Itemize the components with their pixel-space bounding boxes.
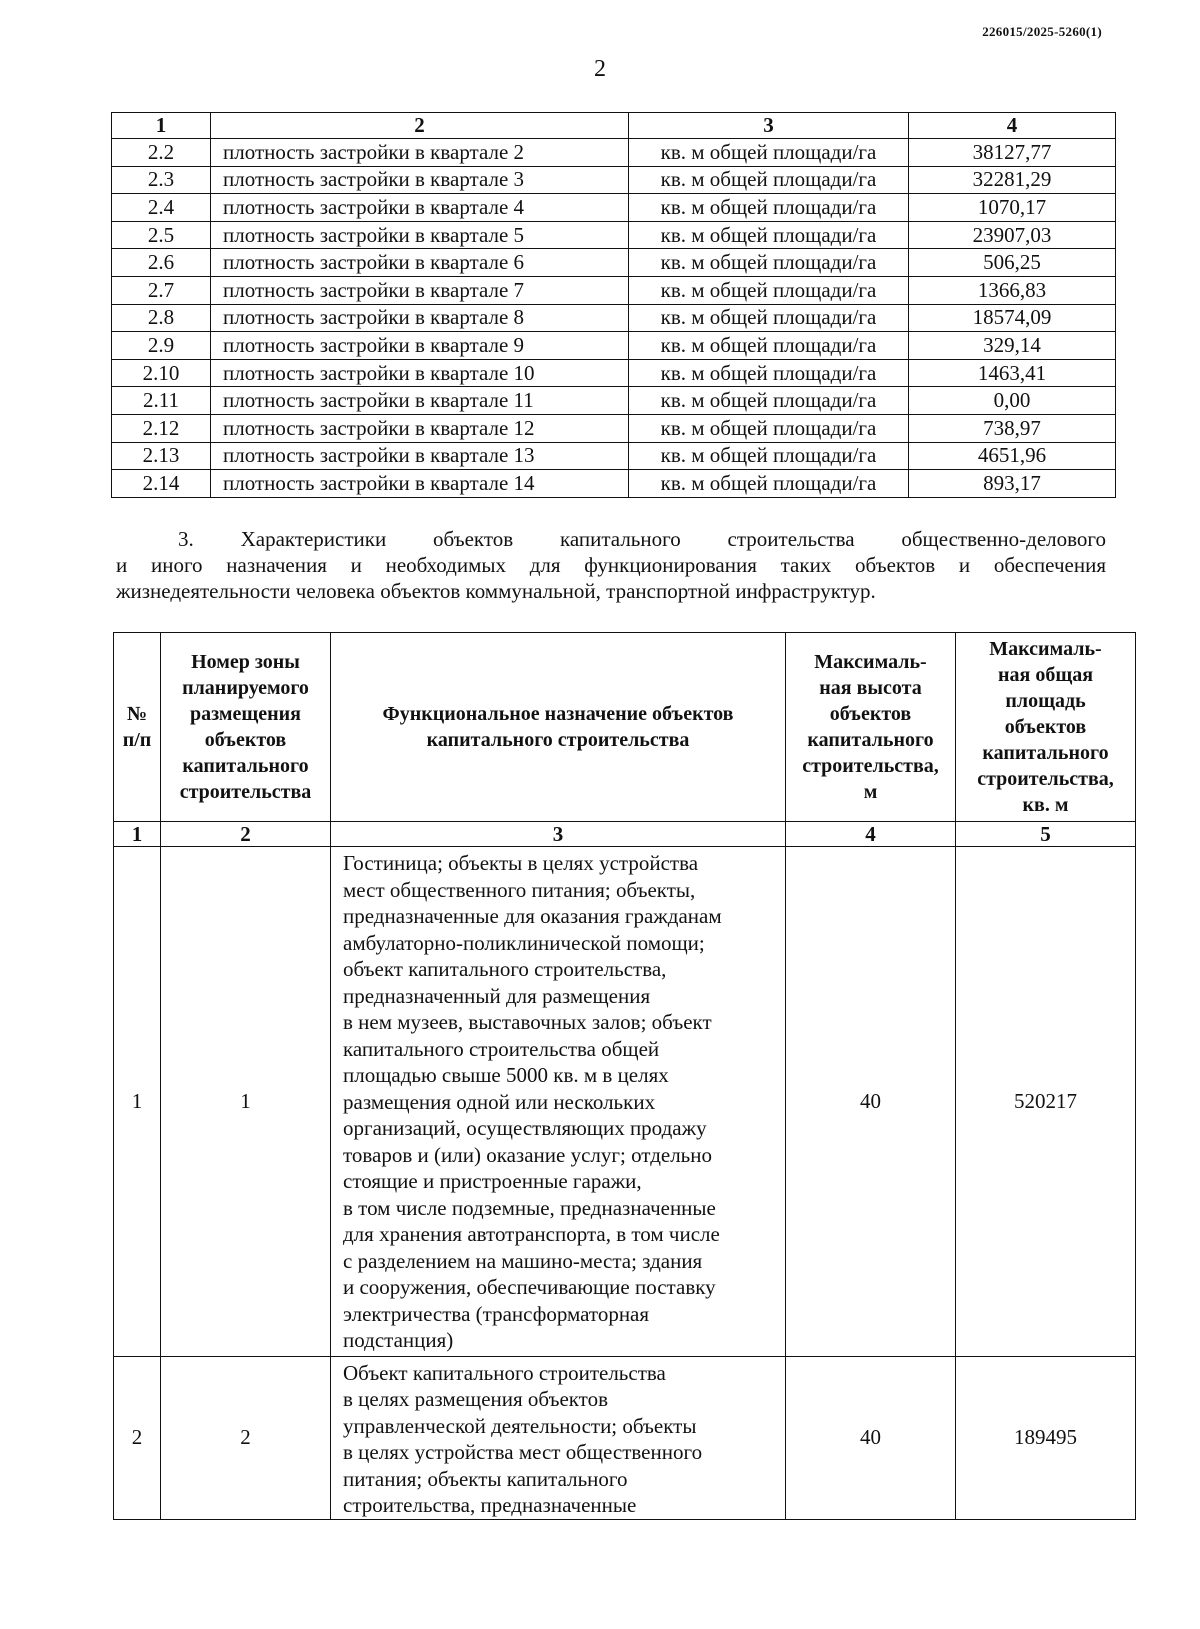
header-line: №	[126, 703, 148, 725]
header-function	[331, 633, 786, 822]
section-3-paragraph	[116, 526, 1106, 604]
value-cell: 1463,41	[909, 359, 1116, 387]
unit-cell: кв. м общей площади/га	[629, 414, 909, 442]
row-number: 2.5	[112, 221, 211, 249]
header-line: объектов	[1004, 716, 1087, 738]
indicator-name: плотность застройки в квартале 6	[211, 249, 629, 277]
unit-cell: кв. м общей площади/га	[629, 166, 909, 194]
row-number: 2.14	[112, 470, 211, 498]
paragraph-line: 3. Характеристики объектов капитального строительства общественно-делового	[178, 527, 1106, 551]
indicator-name: плотность застройки в квартале 4	[211, 194, 629, 222]
header-line: планируемого	[182, 677, 309, 699]
header-line: ная общая	[997, 664, 1094, 686]
unit-cell: кв. м общей площади/га	[629, 387, 909, 415]
indicator-name: плотность застройки в квартале 2	[211, 139, 629, 167]
table-row	[114, 1356, 1136, 1519]
row-number: 1	[114, 847, 161, 1357]
indicator-name: плотность застройки в квартале 10	[211, 359, 629, 387]
header-line: капитального	[807, 729, 934, 751]
zone-number: 1	[161, 847, 331, 1357]
indicator-name: плотность застройки в квартале 5	[211, 221, 629, 249]
table-row	[114, 847, 1136, 1357]
row-number: 2.10	[112, 359, 211, 387]
value-cell: 4651,96	[909, 442, 1116, 470]
column-number: 5	[956, 822, 1136, 847]
indicator-name: плотность застройки в квартале 14	[211, 470, 629, 498]
value-cell: 506,25	[909, 249, 1116, 277]
table-row	[112, 414, 1116, 442]
header-line: площадь	[1005, 690, 1086, 712]
table-row	[112, 166, 1116, 194]
value-cell: 893,17	[909, 470, 1116, 498]
unit-cell: кв. м общей площади/га	[629, 194, 909, 222]
header-line: капитального строительства	[426, 729, 690, 751]
row-number: 2.7	[112, 276, 211, 304]
unit-cell: кв. м общей площади/га	[629, 276, 909, 304]
table-row	[112, 194, 1116, 222]
header-line: объектов	[204, 729, 287, 751]
table-row	[112, 332, 1116, 360]
page-number: 2	[594, 56, 606, 82]
column-number: 2	[161, 822, 331, 847]
value-cell: 38127,77	[909, 139, 1116, 167]
unit-cell: кв. м общей площади/га	[629, 304, 909, 332]
function-description: Объект капитального строительства в целях размещения объектов управленческой деятельности; объекты в целях устройства мест общественного питания; объекты капитального строительства, предназначенные	[331, 1356, 786, 1519]
row-number: 2.12	[112, 414, 211, 442]
column-number: 1	[112, 113, 211, 139]
indicator-name: плотность застройки в квартале 9	[211, 332, 629, 360]
capital-construction-table	[113, 632, 1136, 1520]
header-line: строительства	[179, 781, 312, 803]
indicator-name: плотность застройки в квартале 11	[211, 387, 629, 415]
header-max-area	[956, 633, 1136, 822]
header-line: Максималь-	[989, 638, 1102, 660]
table-row	[112, 359, 1116, 387]
unit-cell: кв. м общей площади/га	[629, 359, 909, 387]
value-cell: 32281,29	[909, 166, 1116, 194]
column-number: 3	[331, 822, 786, 847]
header-line: Максималь-	[814, 651, 927, 673]
row-number: 2.2	[112, 139, 211, 167]
unit-cell: кв. м общей площади/га	[629, 249, 909, 277]
header-zone-number	[161, 633, 331, 822]
header-line: кв. м	[1022, 794, 1069, 816]
table-row	[112, 387, 1116, 415]
indicator-name: плотность застройки в квартале 12	[211, 414, 629, 442]
header-line: размещения	[189, 703, 301, 725]
header-line: объектов	[829, 703, 912, 725]
density-table	[111, 112, 1116, 498]
column-number: 2	[211, 113, 629, 139]
table-row	[112, 139, 1116, 167]
unit-cell: кв. м общей площади/га	[629, 221, 909, 249]
value-cell: 738,97	[909, 414, 1116, 442]
header-line: м	[863, 781, 878, 803]
row-number: 2.8	[112, 304, 211, 332]
max-area-value: 189495	[956, 1356, 1136, 1519]
column-number: 4	[909, 113, 1116, 139]
unit-cell: кв. м общей площади/га	[629, 332, 909, 360]
row-number: 2.4	[112, 194, 211, 222]
table-row	[112, 470, 1116, 498]
header-line: п/п	[122, 729, 152, 751]
row-number: 2.9	[112, 332, 211, 360]
header-line: строительства,	[977, 768, 1114, 790]
indicator-name: плотность застройки в квартале 3	[211, 166, 629, 194]
header-line: Функциональное назначение объектов	[382, 703, 734, 725]
max-area-value: 520217	[956, 847, 1136, 1357]
value-cell: 0,00	[909, 387, 1116, 415]
table-row	[112, 276, 1116, 304]
zone-number: 2	[161, 1356, 331, 1519]
header-max-height	[786, 633, 956, 822]
row-number: 2.13	[112, 442, 211, 470]
header-row-number	[114, 633, 161, 822]
row-number: 2.11	[112, 387, 211, 415]
indicator-name: плотность застройки в квартале 8	[211, 304, 629, 332]
document-number: 226015/2025-5260(1)	[982, 24, 1102, 39]
paragraph-line: жизнедеятельности человека объектов коммунальной, транспортной инфраструктур.	[116, 579, 876, 603]
value-cell: 18574,09	[909, 304, 1116, 332]
indicator-name: плотность застройки в квартале 13	[211, 442, 629, 470]
table-header-row	[112, 113, 1116, 139]
header-line: строительства,	[802, 755, 939, 777]
value-cell: 329,14	[909, 332, 1116, 360]
column-number-row	[114, 822, 1136, 847]
unit-cell: кв. м общей площади/га	[629, 139, 909, 167]
row-number: 2.6	[112, 249, 211, 277]
column-number: 1	[114, 822, 161, 847]
value-cell: 1070,17	[909, 194, 1116, 222]
table-header-row	[114, 633, 1136, 822]
value-cell: 1366,83	[909, 276, 1116, 304]
max-height-value: 40	[786, 847, 956, 1357]
paragraph-line: и иного назначения и необходимых для функционирования таких объектов и обеспечения	[116, 553, 1106, 577]
table-row	[112, 221, 1116, 249]
table-row	[112, 442, 1116, 470]
function-description: Гостиница; объекты в целях устройства мест общественного питания; объекты, предназначенные для оказания гражданам амбулаторно-поликлинической помощи; объект капитального строительства, предназначенный для размещения в нем музеев, выставочных залов; объект капитального строительства общей площадью свыше 5000 кв. м в целях размещения одной или нескольких организаций, осуществляющих продажу товаров и (или) оказание услуг; отдельно стоящие и пристроенные гаражи, в том числе подземные, предназначенные для хранения автотранспорта, в том числе с разделением на машино-места; здания и сооружения, обеспечивающие поставку электричества (трансформаторная подстанция)	[331, 847, 786, 1357]
header-line: капитального	[182, 755, 309, 777]
table-row	[112, 249, 1116, 277]
value-cell: 23907,03	[909, 221, 1116, 249]
column-number: 3	[629, 113, 909, 139]
column-number: 4	[786, 822, 956, 847]
unit-cell: кв. м общей площади/га	[629, 442, 909, 470]
table-row	[112, 304, 1116, 332]
max-height-value: 40	[786, 1356, 956, 1519]
header-line: капитального	[982, 742, 1109, 764]
unit-cell: кв. м общей площади/га	[629, 470, 909, 498]
row-number: 2	[114, 1356, 161, 1519]
indicator-name: плотность застройки в квартале 7	[211, 276, 629, 304]
header-line: ная высота	[819, 677, 922, 699]
header-line: Номер зоны	[191, 651, 300, 673]
row-number: 2.3	[112, 166, 211, 194]
